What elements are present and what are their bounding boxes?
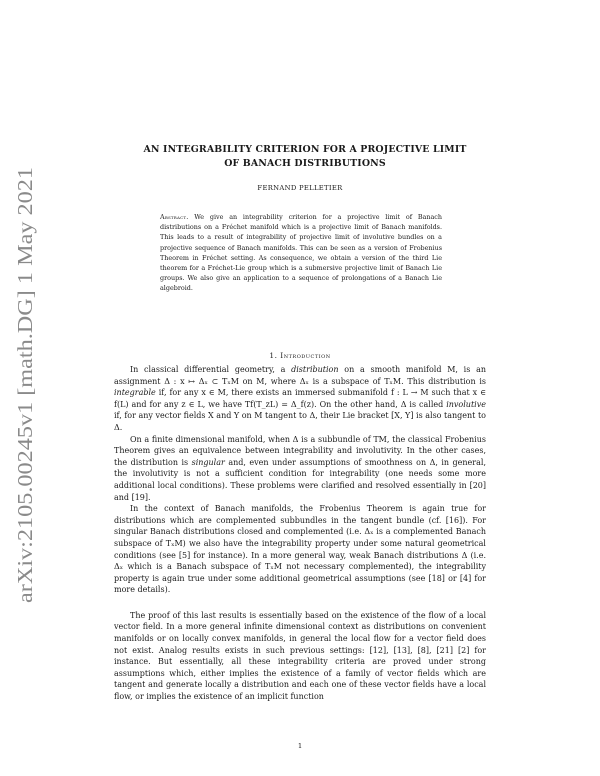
- paragraph-4: The proof of this last results is essentially based on the existence of the flow of a local vector field. In a more general infinite dimensional context as distributions on convenient manifolds or on locally convex manifolds, in general the local flow for a vector field does not exist. Analog results exists in such previous settings: [12], [13], [8], [21] [2] for instance. But essentially, all these integrability criteria are proved under strong assumptions which, either implies the existence of a family of vector fields which are tangent and generate locally a distribution and each one of these vector fields have a local flow, or implies the existence of an implicit function: [114, 610, 486, 702]
- section-title: Introduction: [280, 351, 331, 360]
- abstract-text: We give an integrability criterion for a projective limit of Banach distributions on a Fréchet manifold which is a projective limit of Banach manifolds. This leads to a result of integrability of projective limit of involutive bundles on a projective sequence of Banach manifolds. This can be seen as a version of Frobenius Theorem in Fréchet setting. As consequence, we obtain a version of the third Lie theorem for a Fréchet-Lie group which is a submersive projective limit of Banach Lie groups. We also give an application to a sequence of prolongations of a Banach Lie algebroid.: [160, 213, 442, 293]
- p1-emphasis-integrable: integrable: [114, 388, 156, 398]
- section-number: 1.: [269, 351, 278, 360]
- body-text: [114, 364, 486, 703]
- p2-text-b: and, even under assumptions of smoothness on Δ, in general, the involutivity is not a sufficient condition for integrability (one needs some more additional local conditions). These problems were clarified and resolved essentially in [20] and [19].: [114, 457, 486, 502]
- paragraph-2: [114, 434, 486, 504]
- p1-text-a: In classical differential geometry, a: [130, 365, 292, 374]
- section-heading: [0, 351, 600, 360]
- arxiv-stamp-graphic: [6, 165, 42, 605]
- paragraph-3: In the context of Banach manifolds, the Frobenius Theorem is again true for distributions which are complemented subbundles in the tangent bundle (cf. [16]). For singular Banach distributions closed and complemented (i.e. Δₓ is a complemented Banach subspace of TₓM) we also have the integrability property under some natural geometrical conditions (see [5] for instance). In a more general way, weak Banach distributions Δ (i.e. Δₓ which is a Banach subspace of TₓM not necessary complemented), the integrability property is again true under some additional geometrical assumptions (see [18] or [4] for more details).: [114, 504, 486, 595]
- author-name: FERNAND PELLETIER: [257, 184, 343, 192]
- arxiv-id-text: arXiv:2105.00245v1 [math.DG] 1 May 2021: [13, 216, 37, 603]
- p1-emphasis-involutive: involutive: [446, 399, 486, 409]
- paper-title: [110, 143, 500, 171]
- p1-emphasis-distribution: distribution: [291, 365, 339, 374]
- arxiv-identifier-stamp: [6, 165, 42, 605]
- title-line-1: AN INTEGRABILITY CRITERION FOR A PROJECTIVE LIMIT: [143, 144, 467, 155]
- p2-emphasis-singular: singular: [191, 457, 225, 467]
- title-line-2: OF BANACH DISTRIBUTIONS: [224, 158, 386, 169]
- p1-text-b: on a smooth manifold M, is an assignment Δ : x ↦ Δₓ ⊂ TₓM on M, where Δₓ is a subspace of TₓM. This distribution is: [114, 365, 486, 386]
- abstract: [160, 212, 442, 294]
- p2-text-a: On a finite dimensional manifold, when Δ is a subbundle of TM, the classical Frobenius Theorem gives an equivalence between integrability and involutivity. In the other cases, the distribution is: [114, 434, 486, 467]
- page-number: 1: [297, 742, 303, 750]
- paragraph-1: [114, 364, 486, 434]
- p1-text-c: if, for any x ∈ M, there exists an immersed submanifold f : L → M such that x ∈ f(L) and for any z ∈ L, we have Tf(T_zL) = Δ_f(z). On the other hand, Δ is called: [114, 388, 486, 409]
- abstract-label: Abstract.: [160, 213, 189, 221]
- p1-text-d: if, for any vector fields X and Y on M tangent to Δ, their Lie bracket [X, Y] is also tangent to Δ.: [114, 411, 486, 432]
